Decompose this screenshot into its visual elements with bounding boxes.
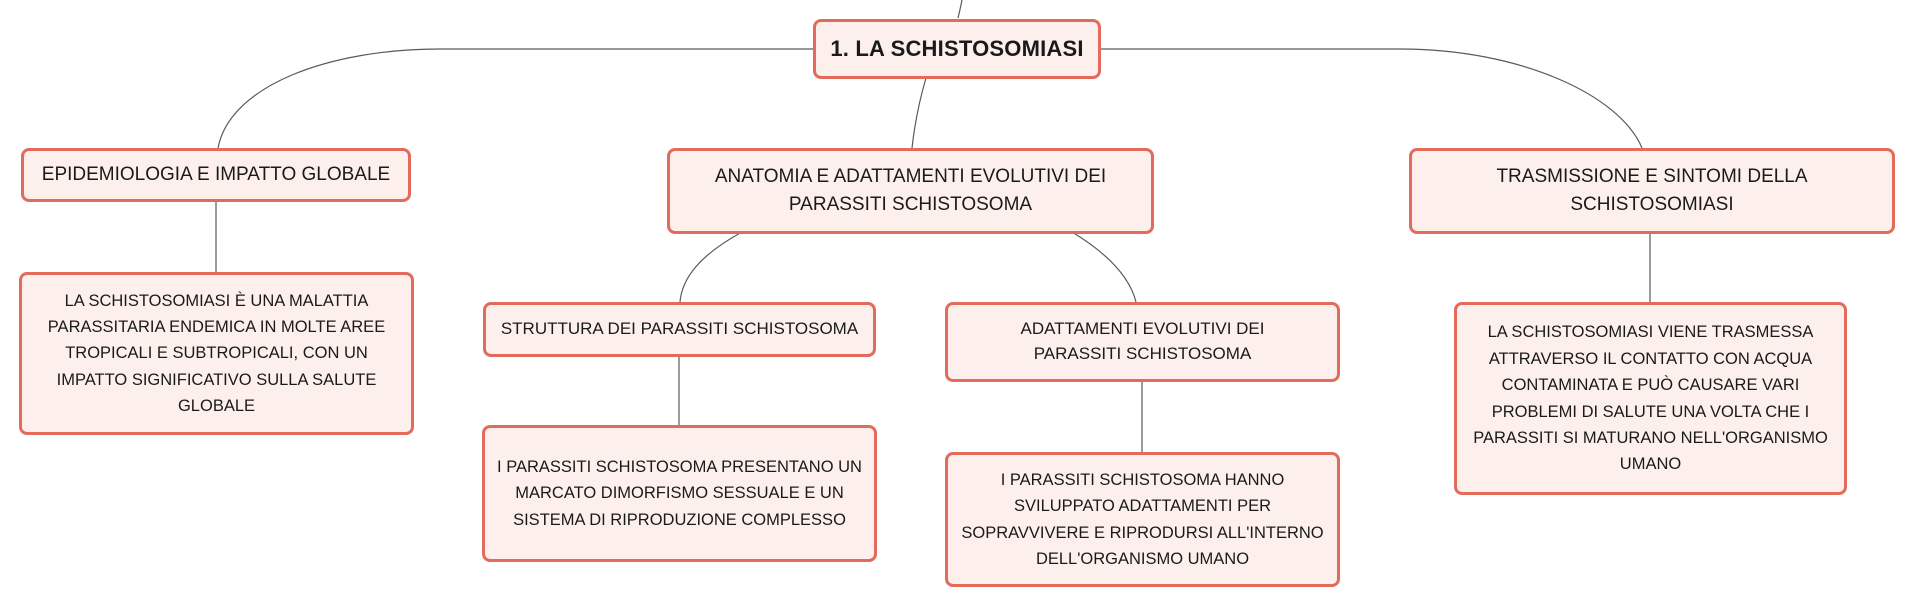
detail-node-trasmissione[interactable]: [1454, 302, 1847, 495]
connector-anatomia-struttura: [680, 232, 742, 302]
connector-root-anatomia: [912, 78, 926, 148]
sub-node-label: ADATTAMENTI EVOLUTIVI DEI PARASSITI SCHISTOSOMA: [1020, 319, 1265, 363]
detail-node-text: LA SCHISTOSOMIASI È UNA MALATTIA PARASSITARIA ENDEMICA IN MOLTE AREE TROPICALI E SUBTROPICALI, CON UN IMPATTO SIGNIFICATIVO SULLA SALUTE GLOBALE: [47, 291, 386, 416]
sub-node-struttura[interactable]: [483, 302, 876, 357]
topic-node-trasmissione[interactable]: [1409, 148, 1895, 234]
detail-node-epidemiologia[interactable]: [19, 272, 414, 435]
connector-root-epidemiologia: [218, 49, 815, 148]
connector-root-trasmissione: [1100, 49, 1642, 148]
connector-anatomia-adattamenti: [1072, 232, 1136, 302]
topic-node-label: ANATOMIA E ADATTAMENTI EVOLUTIVI DEI PARASSITI SCHISTOSOMA: [714, 166, 1107, 215]
sub-node-adattamenti[interactable]: [945, 302, 1340, 382]
detail-node-struttura[interactable]: [482, 425, 877, 562]
sub-node-label: STRUTTURA DEI PARASSITI SCHISTOSOMA: [500, 319, 859, 339]
topic-node-label: EPIDEMIOLOGIA E IMPATTO GLOBALE: [41, 164, 391, 186]
topic-node-label: TRASMISSIONE E SINTOMI DELLA SCHISTOSOMIASI: [1496, 166, 1808, 215]
topic-node-anatomia[interactable]: [667, 148, 1154, 234]
detail-node-text: I PARASSITI SCHISTOSOMA HANNO SVILUPPATO ADATTAMENTI PER SOPRAVVIVERE E RIPRODURSI ALL'INTERNO DELL'ORGANISMO UMANO: [961, 470, 1324, 568]
connector-root-parent: [958, 0, 962, 18]
detail-node-adattamenti[interactable]: [945, 452, 1340, 587]
detail-node-text: I PARASSITI SCHISTOSOMA PRESENTANO UN MARCATO DIMORFISMO SESSUALE E UN SISTEMA DI RIPRODUZIONE COMPLESSO: [497, 457, 862, 529]
root-node-label: 1. LA SCHISTOSOMIASI: [830, 36, 1084, 62]
detail-node-text: LA SCHISTOSOMIASI VIENE TRASMESSA ATTRAVERSO IL CONTATTO CON ACQUA CONTAMINATA E PUÒ CAUSARE VARI PROBLEMI DI SALUTE UNA VOLTA CHE I PARASSITI SI MATURANO NELL'ORGANISMO UMANO: [1473, 323, 1828, 474]
topic-node-epidemiologia[interactable]: [21, 148, 411, 202]
root-node[interactable]: [813, 19, 1101, 79]
